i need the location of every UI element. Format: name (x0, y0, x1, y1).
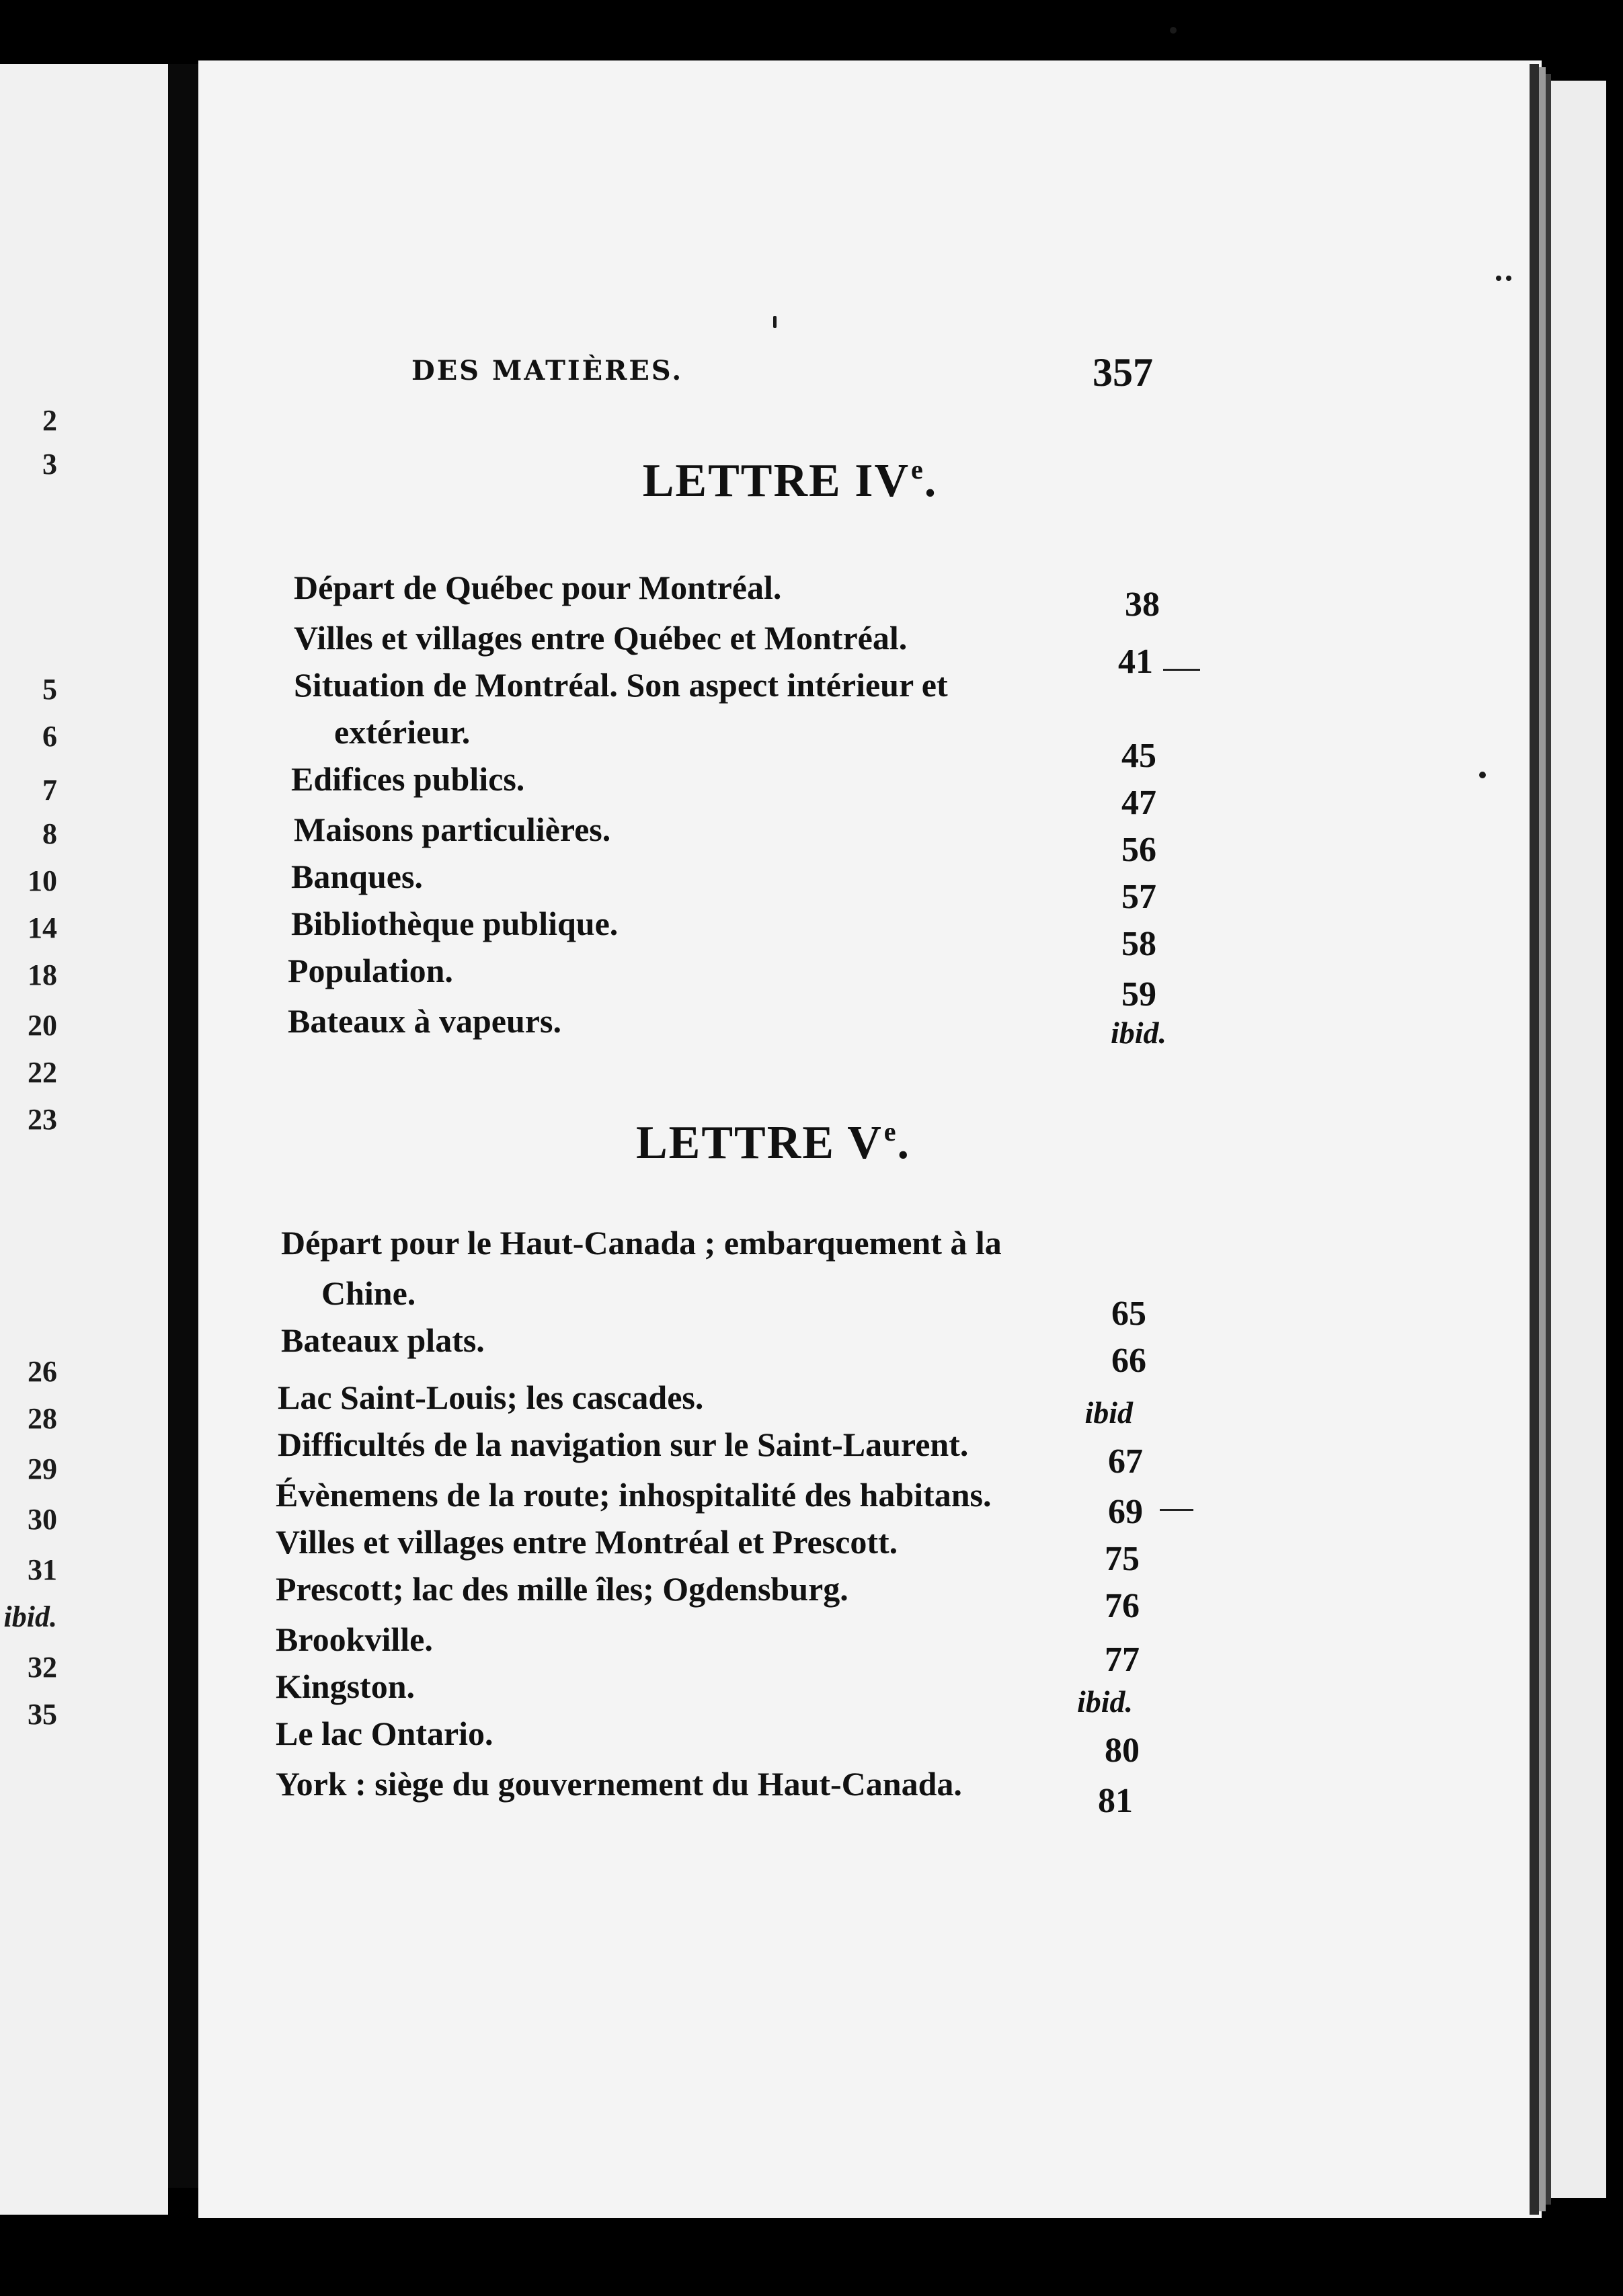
toc-page-ref: 47 (1121, 784, 1156, 822)
left-page-number: 32 (28, 1651, 57, 1684)
toc-entry-continuation: extérieur. (334, 713, 471, 751)
left-page-number: 14 (28, 911, 57, 944)
left-page-number: 30 (28, 1503, 57, 1536)
page-edge (1530, 64, 1539, 2215)
toc-entry: Edifices publics. (291, 760, 525, 798)
page-edge (1551, 81, 1606, 2198)
left-page-number: 7 (42, 774, 57, 807)
toc-entry: Prescott; lac des mille îles; Ogdensburg. (276, 1570, 848, 1608)
toc-page-ref: 69 (1108, 1493, 1143, 1531)
page-edge (1539, 67, 1546, 2211)
left-page-number: ibid. (3, 1600, 57, 1633)
toc-page-ref: 56 (1121, 831, 1156, 869)
toc-entry: Le lac Ontario. (276, 1715, 493, 1752)
toc-page-ref: 58 (1121, 925, 1156, 963)
toc-page-ref: 38 (1125, 585, 1160, 624)
margin-dash (1160, 1509, 1193, 1511)
book-gutter (168, 64, 198, 2188)
left-page-number: 26 (28, 1355, 57, 1388)
page-edge (1546, 74, 1551, 2205)
toc-entry: Évènemens de la route; inhospitalité des habitans. (276, 1476, 992, 1514)
toc-page-ref: 65 (1111, 1295, 1146, 1333)
left-page-number: 18 (28, 958, 57, 991)
toc-page-ref: 77 (1105, 1641, 1140, 1679)
left-page-number: 8 (42, 817, 57, 850)
toc-entry: Lac Saint-Louis; les cascades. (278, 1379, 704, 1416)
toc-entry: Banques. (291, 858, 423, 895)
toc-page-ref: 81 (1098, 1782, 1133, 1820)
left-page-number: 2 (42, 404, 57, 437)
toc-entry-continuation: Chine. (321, 1274, 416, 1312)
page-number: 357 (1093, 350, 1153, 395)
print-speck (773, 316, 777, 328)
toc-entry: Bibliothèque publique. (291, 905, 619, 942)
toc-page-ref: ibid. (1076, 1684, 1133, 1719)
toc-page-ref: 41 (1118, 643, 1153, 681)
toc-entry: Brookville. (276, 1621, 433, 1658)
toc-page-ref: ibid. (1110, 1016, 1166, 1050)
toc-page-ref: 75 (1105, 1540, 1140, 1578)
toc-entry: Kingston. (276, 1668, 415, 1705)
left-page-number: 22 (28, 1056, 57, 1089)
left-page-number: 28 (28, 1402, 57, 1435)
left-page-number: 35 (28, 1698, 57, 1731)
toc-entry: Départ pour le Haut-Canada ; embarquement à la (281, 1224, 1002, 1262)
toc-page-ref: ibid (1084, 1395, 1133, 1430)
toc-page-ref: 57 (1121, 878, 1156, 916)
left-page-number: 29 (28, 1452, 57, 1485)
section-title: LETTRE Ve. (635, 1116, 911, 1169)
margin-dash (1163, 669, 1200, 671)
toc-entry: Bateaux à vapeurs. (288, 1002, 561, 1040)
section-title: LETTRE IVe. (642, 454, 938, 507)
toc-page-ref: 59 (1121, 975, 1156, 1014)
toc-entry: Maisons particulières. (294, 811, 611, 848)
toc-entry: Population. (288, 952, 453, 989)
print-speck (1506, 276, 1511, 281)
running-head: DES MATIÈRES. (411, 355, 684, 386)
left-page-number: 20 (28, 1009, 57, 1042)
left-page-number: 23 (28, 1103, 57, 1136)
print-speck (1170, 27, 1177, 34)
left-page-number: 31 (28, 1553, 57, 1586)
left-page-number: 3 (42, 448, 57, 481)
toc-entry: Villes et villages entre Québec et Montréal. (294, 619, 908, 657)
left-page-number: 5 (42, 673, 57, 706)
toc-entry: York : siège du gouvernement du Haut-Canada. (276, 1765, 962, 1803)
toc-entry: Villes et villages entre Montréal et Prescott. (276, 1523, 898, 1561)
print-speck (1496, 276, 1501, 281)
toc-page-ref: 66 (1111, 1342, 1146, 1380)
left-page-number: 10 (28, 864, 57, 897)
toc-entry: Situation de Montréal. Son aspect intérieur et (294, 666, 948, 704)
toc-page-ref: 67 (1108, 1442, 1143, 1481)
toc-page-ref: 80 (1105, 1731, 1140, 1770)
print-speck (1479, 772, 1486, 778)
toc-entry: Départ de Québec pour Montréal. (294, 569, 782, 606)
toc-entry: Bateaux plats. (281, 1321, 485, 1359)
toc-page-ref: 76 (1105, 1587, 1140, 1625)
left-facing-page (0, 64, 168, 2215)
toc-entry: Difficultés de la navigation sur le Saint-Laurent. (278, 1426, 969, 1463)
left-page-number: 6 (42, 720, 57, 753)
toc-page-ref: 45 (1121, 737, 1156, 775)
